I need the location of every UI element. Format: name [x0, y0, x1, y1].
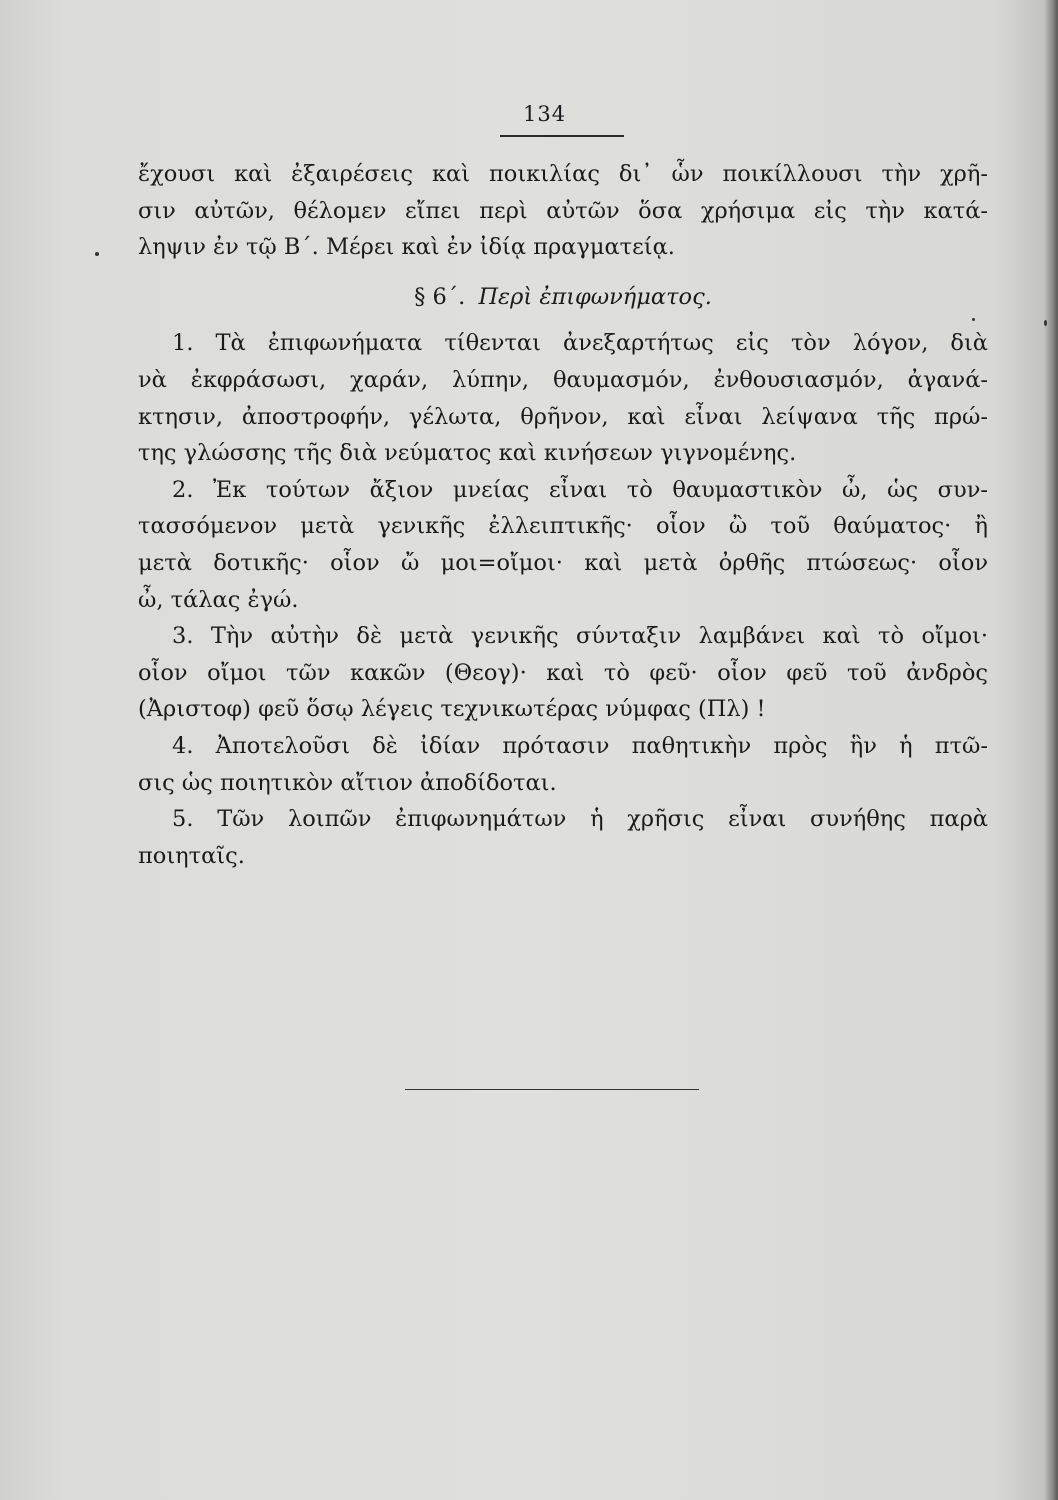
paragraph-5 — [138, 801, 988, 874]
text-line: τασσόμενον μετὰ γενικῆς ἐλλειπτικῆς· οἷον ὢ τοῦ θαύματος· ἢ — [138, 513, 988, 540]
text-line: σις ὡς ποιητικὸν αἴτιον ἀποδίδοται. — [138, 769, 557, 796]
section-number: § 6΄. — [414, 283, 466, 310]
intro-paragraph — [138, 156, 988, 266]
body-text — [138, 156, 988, 874]
page-edge-shadow — [1044, 0, 1058, 1500]
page-number: 134 — [523, 102, 567, 126]
print-speck — [972, 318, 975, 321]
end-rule — [405, 1089, 699, 1090]
text-line: 3. Τὴν αὐτὴν δὲ μετὰ γενικῆς σύνταξιν λαμβάνει καὶ τὸ οἴμοι· — [172, 623, 988, 650]
print-speck — [1044, 320, 1047, 326]
paragraph-4 — [138, 728, 988, 801]
text-line: 5. Τῶν λοιπῶν ἐπιφωνημάτων ἡ χρῆσις εἶναι συνήθης παρὰ — [172, 806, 988, 833]
paragraph-1 — [138, 325, 988, 471]
text-line: ὦ, τάλας ἐγώ. — [138, 586, 299, 613]
print-speck — [95, 252, 99, 256]
text-line: οἷον οἴμοι τῶν κακῶν (Θεογ)· καὶ τὸ φεῦ· οἷον φεῦ τοῦ ἀνδρὸς — [138, 659, 988, 686]
text-line: ποιηταῖς. — [138, 842, 245, 869]
paragraph-2 — [138, 472, 988, 618]
text-line: 1. Τὰ ἐπιφωνήματα τίθενται ἀνεξαρτήτως εἰς τὸν λόγον, διὰ — [172, 330, 988, 357]
text-line: μετὰ δοτικῆς· οἷον ὤ μοι=οἴμοι· καὶ μετὰ ὀρθῆς πτώσεως· οἷον — [138, 549, 988, 576]
text-line: ἔχουσι καὶ ἐξαιρέσεις καὶ ποικιλίας δι᾽ ὧν ποικίλλουσι τὴν χρῆ- — [138, 161, 988, 187]
paragraph-3 — [138, 618, 988, 728]
section-title: Περὶ ἐπιφωνήματος. — [478, 283, 712, 310]
header-rule — [500, 135, 624, 137]
text-line: νὰ ἐκφράσωσι, χαράν, λύπην, θαυμασμόν, ἐνθουσιασμόν, ἀγανά- — [138, 366, 988, 393]
text-line: 2. Ἐκ τούτων ἄξιον μνείας εἶναι τὸ θαυμαστικὸν ὦ, ὡς συν- — [172, 476, 988, 503]
text-line: κτησιν, ἀποστροφήν, γέλωτα, θρῆνον, καὶ εἶναι λείψανα τῆς πρώ- — [138, 403, 988, 430]
section-heading — [138, 279, 988, 316]
text-line: της γλώσσης τῆς διὰ νεύματος καὶ κινήσεων γιγνομένης. — [138, 440, 797, 467]
text-line: σιν αὐτῶν, θέλομεν εἴπει περὶ αὐτῶν ὅσα χρήσιμα εἰς τὴν κατά- — [138, 197, 988, 224]
text-line: ληψιν ἐν τῷ Β΄. Μέρει καὶ ἐν ἰδίᾳ πραγματείᾳ. — [138, 234, 675, 261]
text-line: 4. Ἀποτελοῦσι δὲ ἰδίαν πρότασιν παθητικὴν πρὸς ἣν ἡ πτῶ- — [172, 732, 988, 759]
text-line: (Ἀριστοφ) φεῦ ὅσῳ λέγεις τεχνικωτέρας νύμφας (Πλ) ! — [138, 696, 766, 723]
